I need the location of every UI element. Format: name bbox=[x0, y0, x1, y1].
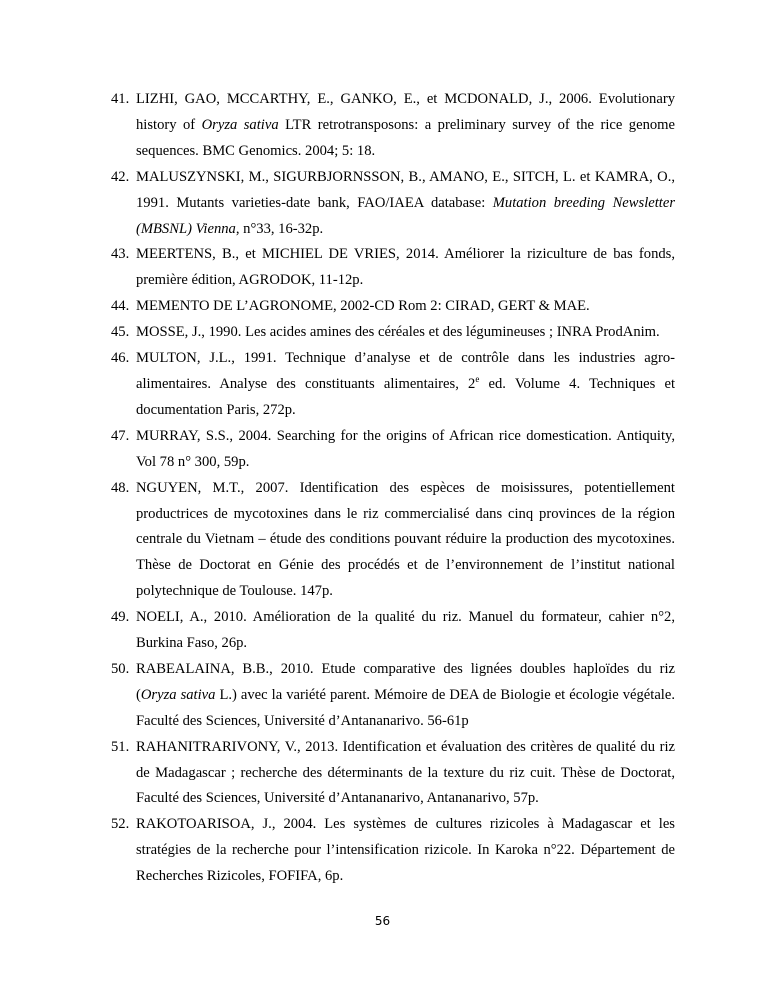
reference-text bbox=[136, 476, 675, 606]
reference-text-segment: L.) avec la variété parent. Mémoire de DEA de Biologie et écologie végétale. Faculté des Sciences, Université d’Antananarivo. 56-61p bbox=[136, 686, 675, 729]
reference-number: 45. bbox=[111, 324, 130, 341]
reference-item bbox=[0, 424, 675, 476]
reference-number: 44. bbox=[111, 298, 130, 315]
reference-text bbox=[136, 605, 675, 657]
reference-text-segment: MOSSE, J., 1990. Les acides amines des céréales et des légumineuses ; INRA ProdAnim. bbox=[136, 324, 660, 341]
italic-text: Mutation breeding Newsletter (MBSNL) Vienna bbox=[136, 194, 675, 237]
italic-text: Oryza sativa bbox=[201, 116, 279, 133]
reference-text bbox=[136, 346, 675, 424]
reference-text bbox=[136, 242, 675, 294]
reference-text-segment: RAHANITRARIVONY, V., 2013. Identification et évaluation des critères de qualité du riz de Madagascar ; recherche des déterminants de la texture du riz cuit. Thèse de Doctorat, Faculté des Sciences, Université d’Antananarivo, Antananarivo, 57p. bbox=[136, 738, 675, 807]
reference-number: 50. bbox=[111, 660, 130, 677]
reference-text bbox=[136, 165, 675, 243]
reference-text-segment: NGUYEN, M.T., 2007. Identification des espèces de moisissures, potentiellement productrices de mycotoxines dans le riz commercialisé dans cinq provinces de la région centrale du Vietnam – étude des conditions pouvant réduire la production des mycotoxines. Thèse de Doctorat en Génie des procédés et de l’environnement de l’institut national polytechnique de Toulouse. 147p. bbox=[136, 479, 675, 600]
reference-item bbox=[0, 605, 675, 657]
reference-text-segment: RABEALAINA, B.B., 2010. Etude comparative des lignées doubles haploïdes du riz ( bbox=[136, 660, 675, 703]
reference-text-segment: MEERTENS, B., et MICHIEL DE VRIES, 2014. Améliorer la riziculture de bas fonds, première édition, AGRODOK, 11-12p. bbox=[136, 246, 675, 289]
reference-item bbox=[0, 346, 675, 424]
page-number: 56 bbox=[374, 914, 391, 928]
reference-text-segment: MULTON, J.L., 1991. Technique d’analyse et de contrôle dans les industries agro-alimentaires. Analyse des constituants alimentaires, 2 bbox=[136, 350, 675, 392]
reference-item bbox=[0, 320, 675, 346]
reference-text bbox=[136, 812, 675, 890]
reference-item bbox=[0, 735, 675, 813]
reference-text bbox=[136, 294, 675, 320]
superscript-text: e bbox=[475, 374, 480, 385]
reference-number: 49. bbox=[111, 609, 130, 626]
reference-text-segment: LTR retrotransposons: a preliminary survey of the rice genome sequences. BMC Genomics. 2004; 5: 18. bbox=[136, 116, 676, 159]
reference-item bbox=[0, 165, 675, 243]
reference-text-segment: ed. Volume 4. Techniques et documentation Paris, 272p. bbox=[136, 375, 675, 418]
reference-text-segment: MALUSZYNSKI, M., SIGURBJORNSSON, B., AMANO, E., SITCH, L. et KAMRA, O., 1991. Mutants varieties-date bank, FAO/IAEA database: bbox=[136, 168, 675, 211]
reference-item bbox=[0, 476, 675, 606]
reference-item bbox=[0, 242, 675, 294]
reference-text bbox=[136, 87, 675, 165]
reference-number: 48. bbox=[111, 479, 130, 496]
italic-text: Oryza sativa bbox=[140, 686, 216, 703]
reference-item bbox=[0, 657, 675, 735]
reference-list bbox=[0, 87, 765, 890]
reference-text-segment: LIZHI, GAO, MCCARTHY, E., GANKO, E., et MCDONALD, J., 2006. Evolutionary history of bbox=[136, 91, 675, 133]
reference-text-segment: MURRAY, S.S., 2004. Searching for the origins of African rice domestication. Antiquity, Vol 78 n° 300, 59p. bbox=[136, 427, 675, 470]
reference-text-segment: RAKOTOARISOA, J., 2004. Les systèmes de cultures rizicoles à Madagascar et les stratégies de la recherche pour l’intensification rizicole. In Karoka n°22. Département de Recherches Rizicoles, FOFIFA, 6p. bbox=[136, 816, 675, 885]
reference-text bbox=[136, 735, 675, 813]
reference-number: 52. bbox=[111, 816, 130, 833]
reference-item bbox=[0, 87, 675, 165]
reference-text-segment: , n°33, 16-32p. bbox=[235, 220, 324, 237]
reference-text-segment: NOELI, A., 2010. Amélioration de la qualité du riz. Manuel du formateur, cahier n°2, Burkina Faso, 26p. bbox=[136, 609, 675, 652]
reference-number: 42. bbox=[111, 168, 130, 185]
reference-item bbox=[0, 812, 675, 890]
reference-text-segment: MEMENTO DE L’AGRONOME, 2002-CD Rom 2: CIRAD, GERT & MAE. bbox=[136, 298, 590, 315]
reference-number: 46. bbox=[111, 350, 130, 367]
reference-text bbox=[136, 320, 675, 346]
reference-number: 43. bbox=[111, 246, 130, 263]
reference-item bbox=[0, 294, 675, 320]
reference-number: 41. bbox=[111, 91, 130, 107]
reference-text bbox=[136, 424, 675, 476]
reference-number: 47. bbox=[111, 427, 130, 444]
reference-number: 51. bbox=[111, 738, 130, 755]
reference-text bbox=[136, 657, 675, 735]
